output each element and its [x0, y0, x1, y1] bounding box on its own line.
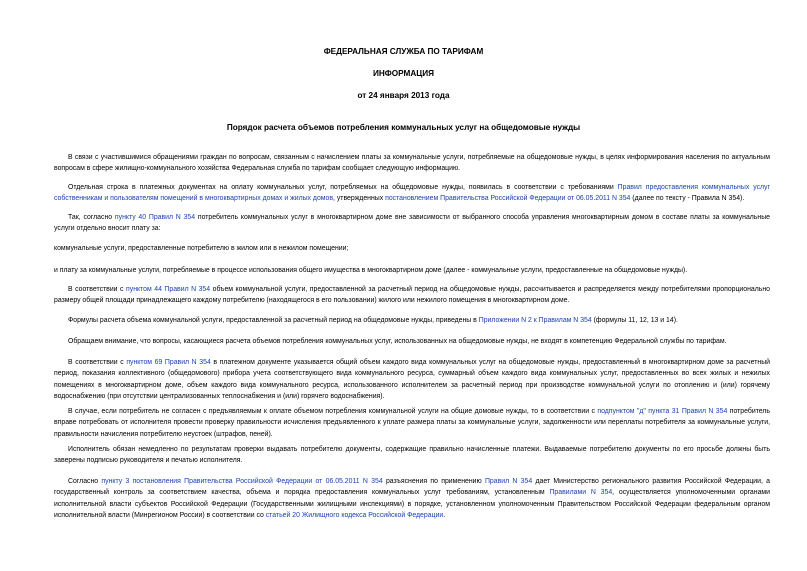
paragraph-text: .: [443, 512, 446, 520]
paragraph-text: , осуществляется уполномоченными органами исполнительной власти субъектов Российской Федерации (Государственными жилищными инспекциями) в порядке, установленном уполномоченным Правительством Российской Федерации федеральным органом исполнительной власти (Минрегионом России) в соответствии со: [54, 489, 770, 520]
paragraph-text: Формулы расчета объема коммунальной услуги, предоставленной за расчетный период на общедомовые нужды, приведены в: [68, 317, 479, 324]
link-appendix-2[interactable]: Приложении N 2 к Правилам N 354: [478, 317, 592, 324]
link-point-40[interactable]: пункту 40 Правил N 354: [114, 214, 196, 221]
paragraph-text: в платежном документе указывается общий объем каждого вида коммунальных услуг на общедомовые нужды, предоставленный в многоквартирном доме за расчетный период, показания коллективного (общедомового) прибора учета соответствующего вида коммунального ресурса, суммарный объем каждого вида коммунальных услуг, предоставленных во всех жилых и нежилых помещениях в многоквартирном доме, объем каждого вида коммунального ресурса, использованного исполнителем за расчетный период при производстве коммунальной услуги по отоплению и (или) горячему водоснабжению (при отсутствии централизованных теплоснабжения и (или) горячего водоснабжения).: [54, 359, 771, 401]
link-housing-code-article-20[interactable]: статьей 20 Жилищного кодекса Российской Федерации: [265, 512, 444, 520]
paragraph-text: Согласно: [68, 478, 102, 485]
paragraph-text: объем коммунальной услуги, предоставленной за расчетный период на общедомовые нужды, рассчитывается и распределяется между потребителями пропорционально размеру общей площади принадлежащего каждому потребителю (находящегося в его пользовании) жилого или нежилого помещения в многоквартирном доме.: [54, 286, 770, 305]
paragraph-text: (далее по тексту - Правила N 354).: [630, 195, 745, 203]
document-type: ИНФОРМАЦИЯ: [373, 69, 434, 78]
paragraph-2: [54, 182, 770, 205]
paragraph-7: [54, 315, 770, 326]
document-title: Порядок расчета объемов потребления коммунальных услуг на общедомовые нужды: [226, 123, 581, 132]
paragraph-12: [54, 476, 770, 522]
paragraph-text: Так, согласно: [68, 214, 115, 221]
paragraph-1: В связи с участившимися обращениями граждан по вопросам, связанным с начислением платы за коммунальные услуги, потребляемые на общедомовые нужды, в целях информирования населения по актуальным вопросам в сфере жилищно-коммунального хозяйства Федеральная служба по тарифам сообщает следующую информацию.: [54, 154, 770, 173]
link-rules-354-short[interactable]: Правил N 354: [484, 478, 533, 485]
paragraph-10: [54, 406, 770, 440]
paragraph-text: дает Министерство регионального развития Российской Федерации, а государственный контроль за соответствием качества, объема и порядка предоставления коммунальных услуг требованиям, установленным: [54, 478, 770, 497]
agency-name: ФЕДЕРАЛЬНАЯ СЛУЖБА ПО ТАРИФАМ: [323, 47, 484, 56]
paragraph-text: разъяснения по применению: [382, 478, 485, 485]
paragraph-text: потребитель вправе потребовать от исполнителя провести проверку правильности исчисления предъявленного к уплате размера платы за коммунальные услуги, задолженности или переплаты потребителя за коммунальные услуги, правильности начисления потребителю неустоек (штрафов, пеней).: [54, 408, 770, 438]
paragraph-3: [54, 212, 770, 235]
paragraph-5: и плату за коммунальные услуги, потребляемые в процессе использования общего имущества в многоквартирном доме (далее - коммунальные услуги, предоставленные на общедомовые нужды).: [54, 267, 688, 274]
paragraph-4: коммунальные услуги, предоставленные потребителю в жилом или в нежилом помещении;: [54, 245, 349, 252]
link-rules-354[interactable]: Правил предоставления коммунальных услуг собственникам и пользователям помещений в многоквартирных домах и жилых домов: [54, 184, 770, 203]
paragraph-text: потребитель коммунальных услуг в многоквартирном доме вне зависимости от выбранного способа управления многоквартирным домом в составе платы за коммунальные услуги отдельно вносит плату за:: [54, 214, 770, 233]
link-rules-354-instrumental[interactable]: Правилами N 354: [549, 489, 613, 497]
paragraph-text: , утвержденных: [333, 195, 386, 203]
link-point-69[interactable]: пунктом 69 Правил N 354: [126, 359, 211, 366]
document-date: от 24 января 2013 года: [357, 91, 450, 100]
paragraph-8: Обращаем внимание, что вопросы, касающиеся расчета объемов потребления коммунальных услуг, использованных на общедомовые нужды, не входят в компетенцию Федеральной службы по тарифам.: [68, 338, 727, 345]
link-point-3-resolution[interactable]: пункту 3 постановления Правительства Российской Федерации от 06.05.2011 N 354: [101, 478, 383, 485]
paragraph-6: [54, 284, 770, 307]
paragraph-text: Отдельная строка в платежных документах на оплату коммунальных услуг, потребляемых на общедомовые нужды, появилась в соответствии с требованиями: [68, 184, 618, 191]
link-point-44[interactable]: пунктом 44 Правил N 354: [126, 286, 211, 293]
paragraph-text: В соответствии с: [68, 359, 127, 366]
paragraph-text: В случае, если потребитель не согласен с предъявляемым к оплате объемом потребления коммунальной услуги на общие домовые нужды, то в соответствии с: [68, 408, 598, 415]
paragraph-11: Исполнитель обязан немедленно по результатам проверки выдавать потребителю документы, содержащие правильно начисленные платежи. Выдаваемые потребителю документы по его просьбе должны быть заверены подписью руководителя и печатью исполнителя.: [54, 446, 770, 465]
link-subpoint-31d[interactable]: подпунктом "д" пункта 31 Правил N 354: [597, 408, 728, 415]
paragraph-text: В соответствии с: [68, 286, 127, 293]
paragraph-9: [54, 357, 770, 403]
link-resolution-354[interactable]: постановлением Правительства Российской Федерации от 06.05.2011 N 354: [385, 195, 631, 203]
paragraph-text: (формулы 11, 12, 13 и 14).: [591, 317, 678, 324]
